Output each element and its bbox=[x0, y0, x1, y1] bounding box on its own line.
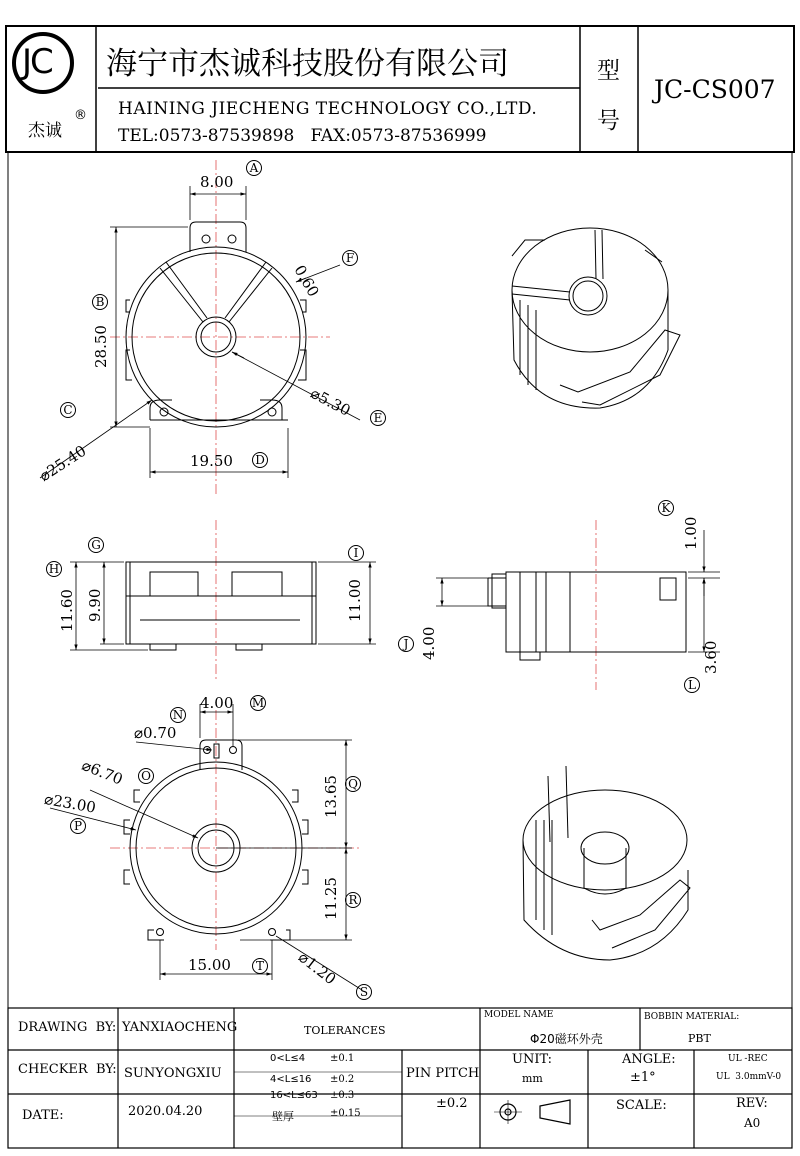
dim-L-value: 3.60 bbox=[702, 640, 720, 674]
type-label-2: 号 bbox=[597, 108, 620, 134]
company-name-en: HAINING JIECHENG TECHNOLOGY CO.,LTD. bbox=[118, 99, 538, 119]
side-view-dims bbox=[70, 562, 376, 650]
dim-A-value: 8.00 bbox=[200, 173, 234, 191]
top-view bbox=[110, 160, 330, 495]
dim-E-callout: E bbox=[370, 410, 386, 426]
dim-A-callout: A bbox=[246, 160, 262, 176]
dim-C-callout: C bbox=[60, 402, 76, 418]
dim-R-value: 11.25 bbox=[322, 877, 340, 920]
side-view-right bbox=[488, 520, 686, 690]
angle-value: ±1° bbox=[630, 1070, 656, 1085]
dim-I-callout: I bbox=[348, 545, 364, 561]
dim-D-value: 19.50 bbox=[190, 452, 233, 470]
top-view-dims bbox=[40, 186, 360, 478]
dim-F-value: 0.60 bbox=[290, 262, 323, 300]
dim-G-callout: G bbox=[88, 537, 104, 553]
dim-T-value: 15.00 bbox=[188, 956, 231, 974]
dim-T-callout: T bbox=[252, 958, 268, 974]
model-name-value: Φ20磁环外壳 bbox=[530, 1032, 603, 1046]
tol-value-1: ±0.2 bbox=[330, 1074, 355, 1085]
tol-range-2: 16<L≤63 bbox=[270, 1090, 318, 1101]
company-name-cn: 海宁市杰诚科技股份有限公司 bbox=[106, 46, 509, 82]
dim-S-value: ⌀1.20 bbox=[294, 948, 340, 989]
tol-range-0: 0<L≤4 bbox=[270, 1053, 306, 1064]
tolerances-label: TOLERANCES bbox=[304, 1024, 386, 1037]
dim-P-value: ⌀23.00 bbox=[42, 790, 98, 817]
pin-pitch-label: PIN PITCH bbox=[406, 1066, 480, 1081]
dim-P-callout: P bbox=[70, 818, 86, 834]
dim-M-callout: M bbox=[251, 696, 265, 710]
dim-I-value: 11.00 bbox=[346, 579, 364, 622]
dim-R-callout: R bbox=[345, 892, 361, 908]
side-view bbox=[126, 520, 316, 680]
dim-J-value: 4.00 bbox=[420, 626, 438, 660]
bobbin-material-label: BOBBIN MATERIAL: bbox=[644, 1012, 740, 1022]
dim-K-value: 1.00 bbox=[682, 516, 700, 550]
checker-by-value: SUNYONGXIU bbox=[124, 1066, 222, 1081]
angle-label: ANGLE: bbox=[622, 1052, 676, 1067]
dim-J-callout: J bbox=[398, 636, 414, 652]
tol-range-1: 4<L≤16 bbox=[270, 1074, 312, 1085]
tol-value-3: ±0.15 bbox=[330, 1108, 361, 1119]
dim-O-value: ⌀6.70 bbox=[79, 756, 126, 789]
scale-label: SCALE: bbox=[616, 1098, 667, 1113]
type-label-1: 型 bbox=[597, 58, 620, 84]
dim-K-callout: K bbox=[658, 500, 674, 516]
bobbin-material-value: PBT bbox=[688, 1032, 711, 1045]
date-value: 2020.04.20 bbox=[128, 1104, 203, 1119]
ul-rating: UL 3.0mmV-0 bbox=[716, 1072, 782, 1082]
checker-by-label: CHECKER BY: bbox=[18, 1062, 117, 1077]
part-number: JC-CS007 bbox=[654, 75, 776, 104]
date-label: DATE: bbox=[22, 1108, 64, 1123]
dim-G-value: 9.90 bbox=[86, 588, 104, 622]
dim-F-callout: F bbox=[342, 250, 358, 266]
dim-Q-value: 13.65 bbox=[322, 775, 340, 818]
dim-H-callout: H bbox=[46, 561, 62, 577]
pin-pitch-value: ±0.2 bbox=[436, 1096, 468, 1111]
iso-view-top bbox=[512, 228, 680, 408]
dim-B-callout: B bbox=[92, 294, 108, 310]
drawing-by-value: YANXIAOCHENG bbox=[122, 1020, 238, 1035]
dim-E-value: ⌀5.30 bbox=[307, 384, 354, 420]
dim-M-value: 4.00 bbox=[200, 694, 234, 712]
logo-text: JC bbox=[22, 42, 52, 82]
model-name-label: MODEL NAME bbox=[484, 1010, 554, 1020]
tol-range-3: 壁厚 bbox=[272, 1110, 294, 1123]
iso-view-bottom bbox=[523, 766, 690, 960]
dim-D-callout: D bbox=[252, 452, 268, 468]
rev-value: A0 bbox=[744, 1116, 761, 1130]
dim-B-value: 28.50 bbox=[92, 325, 110, 368]
dim-N-value: ⌀0.70 bbox=[134, 724, 177, 742]
tol-value-2: ±0.3 bbox=[330, 1090, 355, 1101]
logo-sub: 杰诚 bbox=[28, 121, 62, 141]
drawing-by-label: DRAWING BY: bbox=[18, 1020, 117, 1035]
logo-registered: ® bbox=[74, 108, 87, 123]
unit-value: mm bbox=[522, 1072, 543, 1085]
dim-S-callout: S bbox=[356, 984, 372, 1000]
rev-label: REV: bbox=[736, 1096, 768, 1111]
dim-O-callout: O bbox=[138, 768, 154, 784]
side-view-right-dims bbox=[436, 530, 720, 652]
dim-C-value: ⌀25.40 bbox=[36, 441, 90, 486]
company-contact: TEL:0573-87539898 FAX:0573-87536999 bbox=[118, 126, 487, 146]
ul-rec: UL -REC bbox=[728, 1054, 768, 1064]
dim-L-callout: L bbox=[684, 677, 700, 693]
dim-N-callout: N bbox=[170, 707, 186, 723]
dim-Q-callout: Q bbox=[345, 776, 361, 792]
dim-H-value: 11.60 bbox=[58, 589, 76, 632]
tol-value-0: ±0.1 bbox=[330, 1053, 355, 1064]
unit-label: UNIT: bbox=[512, 1052, 553, 1067]
